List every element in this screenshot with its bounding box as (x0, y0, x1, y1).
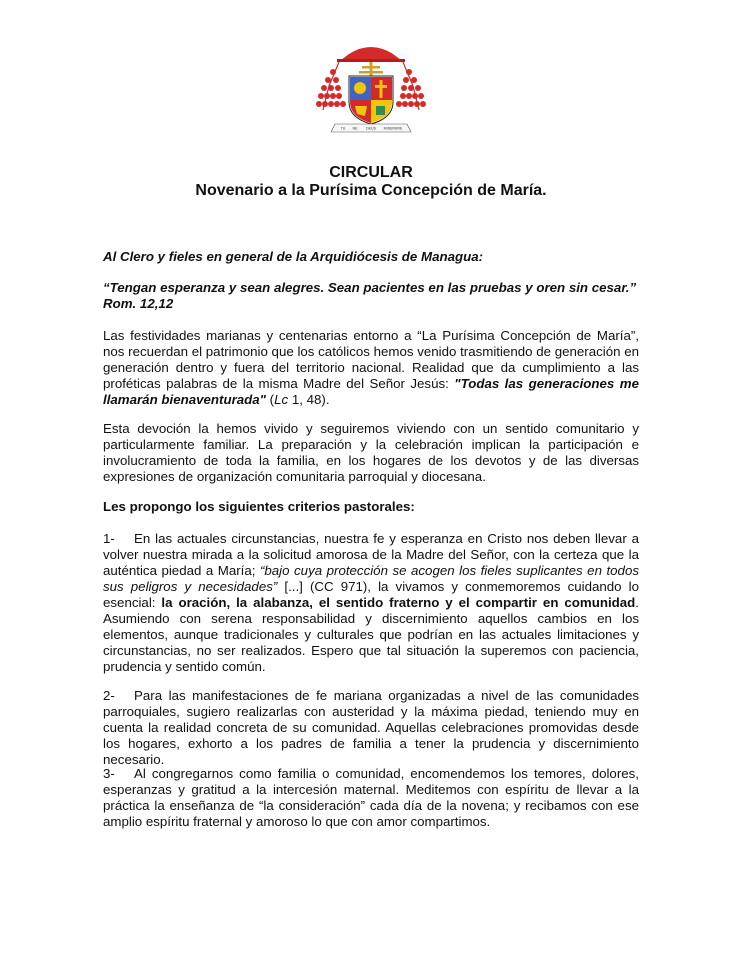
motto-word: MISERERE (383, 126, 403, 131)
magnificat-quote: "Todas las generaciones me llamarán bienaventurada" (103, 376, 639, 407)
criterion-3: 3- Al congregarnos como familia o comunidad, encomendemos los temores, dolores, esperanzas y gratitud a la intercesión maternal. Meditemos con espíritu de llevar a la práctica la enseñanza de “la consideración” cada día de la novena; y recibamos con ese amplio espíritu fraternal y amoroso lo que con amor compartimos. (103, 766, 639, 829)
epigraph-quote: “Tengan esperanza y sean alegres. Sean pacientes en las pruebas y oren sin cesar.” Rom. 12,12 (103, 280, 637, 311)
criterion-number: 1- (103, 531, 115, 546)
archdiocese-coat-of-arms (315, 40, 427, 138)
document-subject-title: Novenario a la Purísima Concepción de María. (195, 182, 547, 199)
motto-word: TU (340, 126, 346, 131)
motto-word: DEUS (366, 126, 376, 131)
document-type-title: CIRCULAR (329, 164, 413, 181)
criterion-2: 2- Para las manifestaciones de fe mariana organizadas a nivel de las comunidades parroquiales, sugiero realizarlas con austeridad y la máxima piedad, teniendo muy en cuenta la realidad concreta de su comunidad. Aquellas celebraciones promovidas desde los hogares, exhorto a los padres de familia a tener la prudencia y discernimiento necesario. (103, 688, 639, 767)
motto-word: NE (352, 126, 358, 131)
criterion-number: 3- (103, 766, 115, 781)
criterion-number: 2- (103, 688, 115, 703)
criteria-heading: Les propongo los siguientes criterios pastorales: (103, 499, 415, 514)
criterion-1: 1- En las actuales circunstancias, nuestra fe y esperanza en Cristo nos deben llevar a volver nuestra mirada a la solicitud amorosa de la Madre del Señor, con la certeza que la auténtica piedad a María; “bajo cuya protección se acogen los fieles suplicantes en todos sus peligros y necesidades” [...] (CC 971), la vivamos y conmemoremos cuidando lo esencial: la oración, la alabanza, el sentido fraterno y el compartir en comunidad. Asumiendo con serena responsabilidad y discernimiento aquellos cambios en los elementos, aunque tradicionales y culturales que podrían en las actuales limitaciones y circunstancias, no ser realizados. Espero que tal situación la superemos con paciencia, prudencia y sentido común. (103, 531, 639, 674)
catechism-quote: “bajo cuya protección se acogen los fieles suplicantes en todos sus peligros y necesidades” (103, 563, 639, 594)
salutation: Al Clero y fieles en general de la Arquidiócesis de Managua: (103, 249, 484, 264)
essential-values: la oración, la alabanza, el sentido fraterno y el compartir en comunidad (161, 595, 636, 610)
paragraph-1: Las festividades marianas y centenarias entorno a “La Purísima Concepción de María”, nos recuerdan el patrimonio que los católicos hemos venido trasmitiendo de generación en generación dentro y fuera del territorio nacional. Realidad que da cumplimiento a las proféticas palabras de la misma Madre del Señor Jesús: "Todas las generaciones me llamarán bienaventurada" (Lc 1, 48). (103, 328, 639, 407)
paragraph-2: Esta devoción la hemos vivido y seguiremos viviendo con un sentido comunitario y particularmente familiar. La preparación y la celebración implican la participación e involucramiento de toda la familia, en los hogares de los devotos y de las diversas expresiones de organización comunitaria parroquial y diocesana. (103, 421, 639, 484)
